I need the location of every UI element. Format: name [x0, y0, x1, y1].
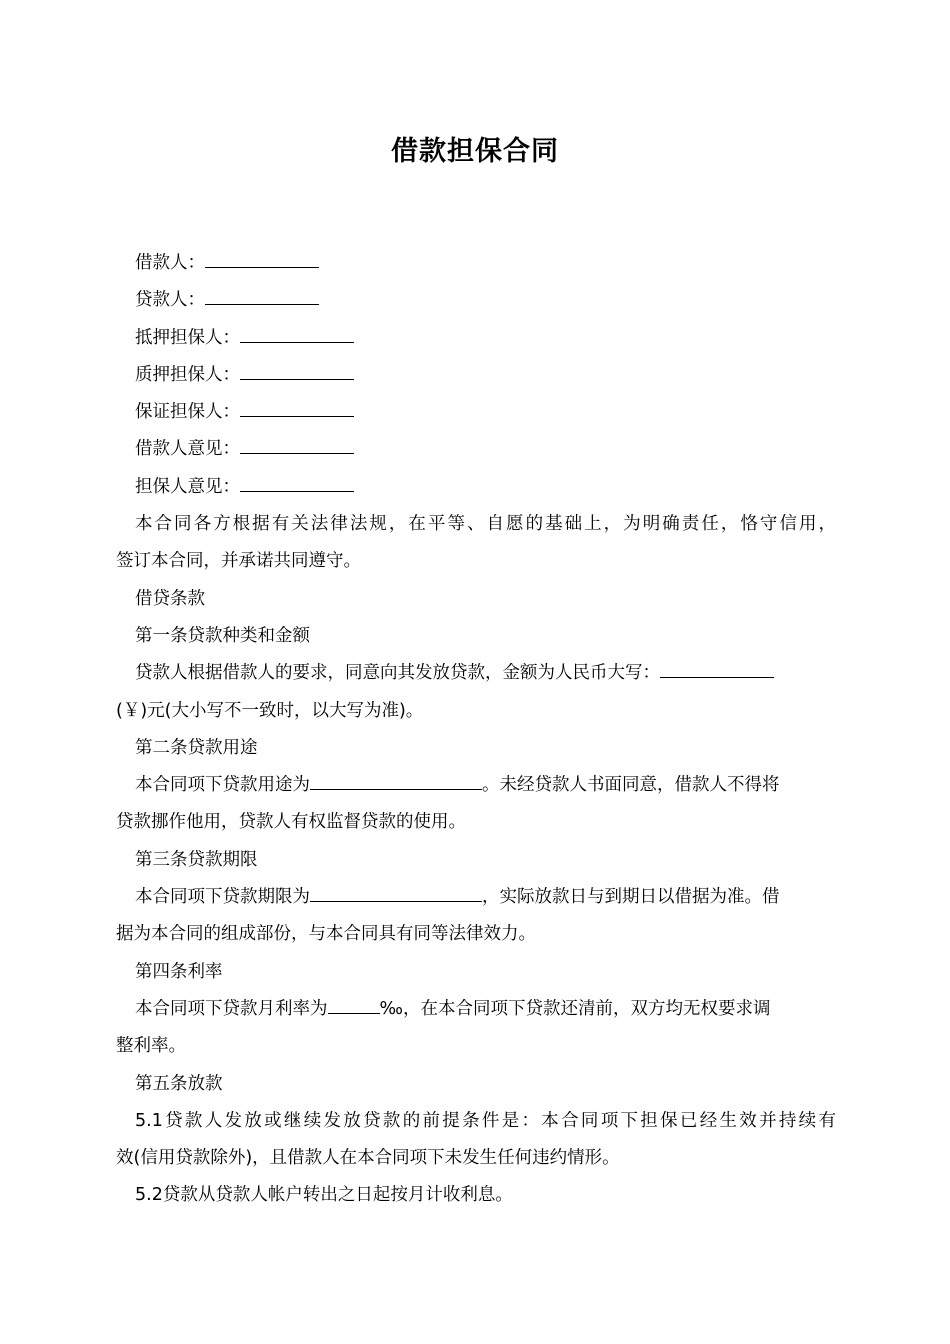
article-3-line-2: 据为本合同的组成部份，与本合同具有同等法律效力。	[116, 924, 536, 945]
amount-blank	[660, 660, 774, 678]
pledge-guarantor-line	[116, 357, 836, 394]
borrower-opinion-label: 借款人意见：	[135, 439, 240, 460]
article-3-heading: 第三条贷款期限	[135, 849, 258, 870]
guarantor-opinion-label: 担保人意见：	[135, 476, 240, 497]
lender-label: 贷款人：	[135, 290, 205, 311]
article-3-line-1	[116, 879, 836, 916]
article-3-text-a: 本合同项下贷款期限为	[135, 887, 310, 908]
article-2-line-1	[116, 767, 836, 804]
article-1-text: 贷款人根据借款人的要求，同意向其发放贷款，金额为人民币大写：	[135, 663, 660, 684]
pledge-guarantor-label: 质押担保人：	[135, 364, 240, 385]
borrower-opinion-blank	[240, 436, 354, 454]
article-5-2-line-1: 5.2贷款从贷款人帐户转出之日起按月计收利息。	[135, 1185, 513, 1206]
surety-label: 保证担保人：	[135, 402, 240, 423]
preamble-line-2: 签订本合同，并承诺共同遵守。	[116, 551, 361, 572]
borrower-opinion-line	[116, 431, 836, 468]
article-4-line-1	[116, 991, 836, 1028]
article-2-heading: 第二条贷款用途	[135, 737, 258, 758]
borrower-label: 借款人：	[135, 253, 205, 273]
term-blank	[310, 884, 482, 902]
rate-blank	[328, 996, 380, 1014]
article-1-heading: 第一条贷款种类和金额	[135, 625, 310, 646]
mortgage-guarantor-line	[116, 320, 836, 357]
article-2-text-b: 。未经贷款人书面同意，借款人不得将	[482, 775, 780, 796]
article-1-line-2: (￥)元(大小写不一致时，以大写为准)。	[116, 700, 424, 721]
mortgage-guarantor-blank	[240, 325, 354, 343]
lender-line	[116, 282, 836, 319]
document-title: 借款担保合同	[391, 136, 559, 167]
surety-blank	[240, 399, 354, 417]
borrower-line	[116, 245, 836, 282]
section-heading: 借贷条款	[135, 588, 205, 609]
pledge-guarantor-blank	[240, 362, 354, 380]
borrower-blank	[205, 250, 319, 268]
article-5-1-line-1: 5.1贷款人发放或继续发放贷款的前提条件是：本合同项下担保已经生效并持续有	[135, 1110, 836, 1131]
article-4-line-2: 整利率。	[116, 1036, 186, 1057]
article-4-text-b: ‰，在本合同项下贷款还清前，双方均无权要求调	[379, 998, 771, 1019]
guarantor-opinion-blank	[240, 474, 354, 492]
lender-blank	[205, 287, 319, 305]
preamble-line-1: 本合同各方根据有关法律法规，在平等、自愿的基础上，为明确责任，恪守信用，	[135, 514, 836, 535]
article-4-text-a: 本合同项下贷款月利率为	[135, 998, 328, 1019]
article-5-heading: 第五条放款	[135, 1073, 223, 1094]
surety-line	[116, 394, 836, 431]
article-1-line-1	[116, 655, 836, 692]
article-5-1-line-2: 效(信用贷款除外)，且借款人在本合同项下未发生任何违约情形。	[116, 1148, 620, 1169]
mortgage-guarantor-label: 抵押担保人：	[135, 327, 240, 348]
purpose-blank	[310, 772, 482, 790]
article-3-text-b: ，实际放款日与到期日以借据为准。借	[482, 887, 780, 908]
document-body	[116, 245, 836, 1215]
article-2-line-2: 贷款挪作他用，贷款人有权监督贷款的使用。	[116, 812, 466, 833]
article-4-heading: 第四条利率	[135, 961, 223, 982]
article-2-text-a: 本合同项下贷款用途为	[135, 775, 310, 796]
guarantor-opinion-line	[116, 469, 836, 506]
